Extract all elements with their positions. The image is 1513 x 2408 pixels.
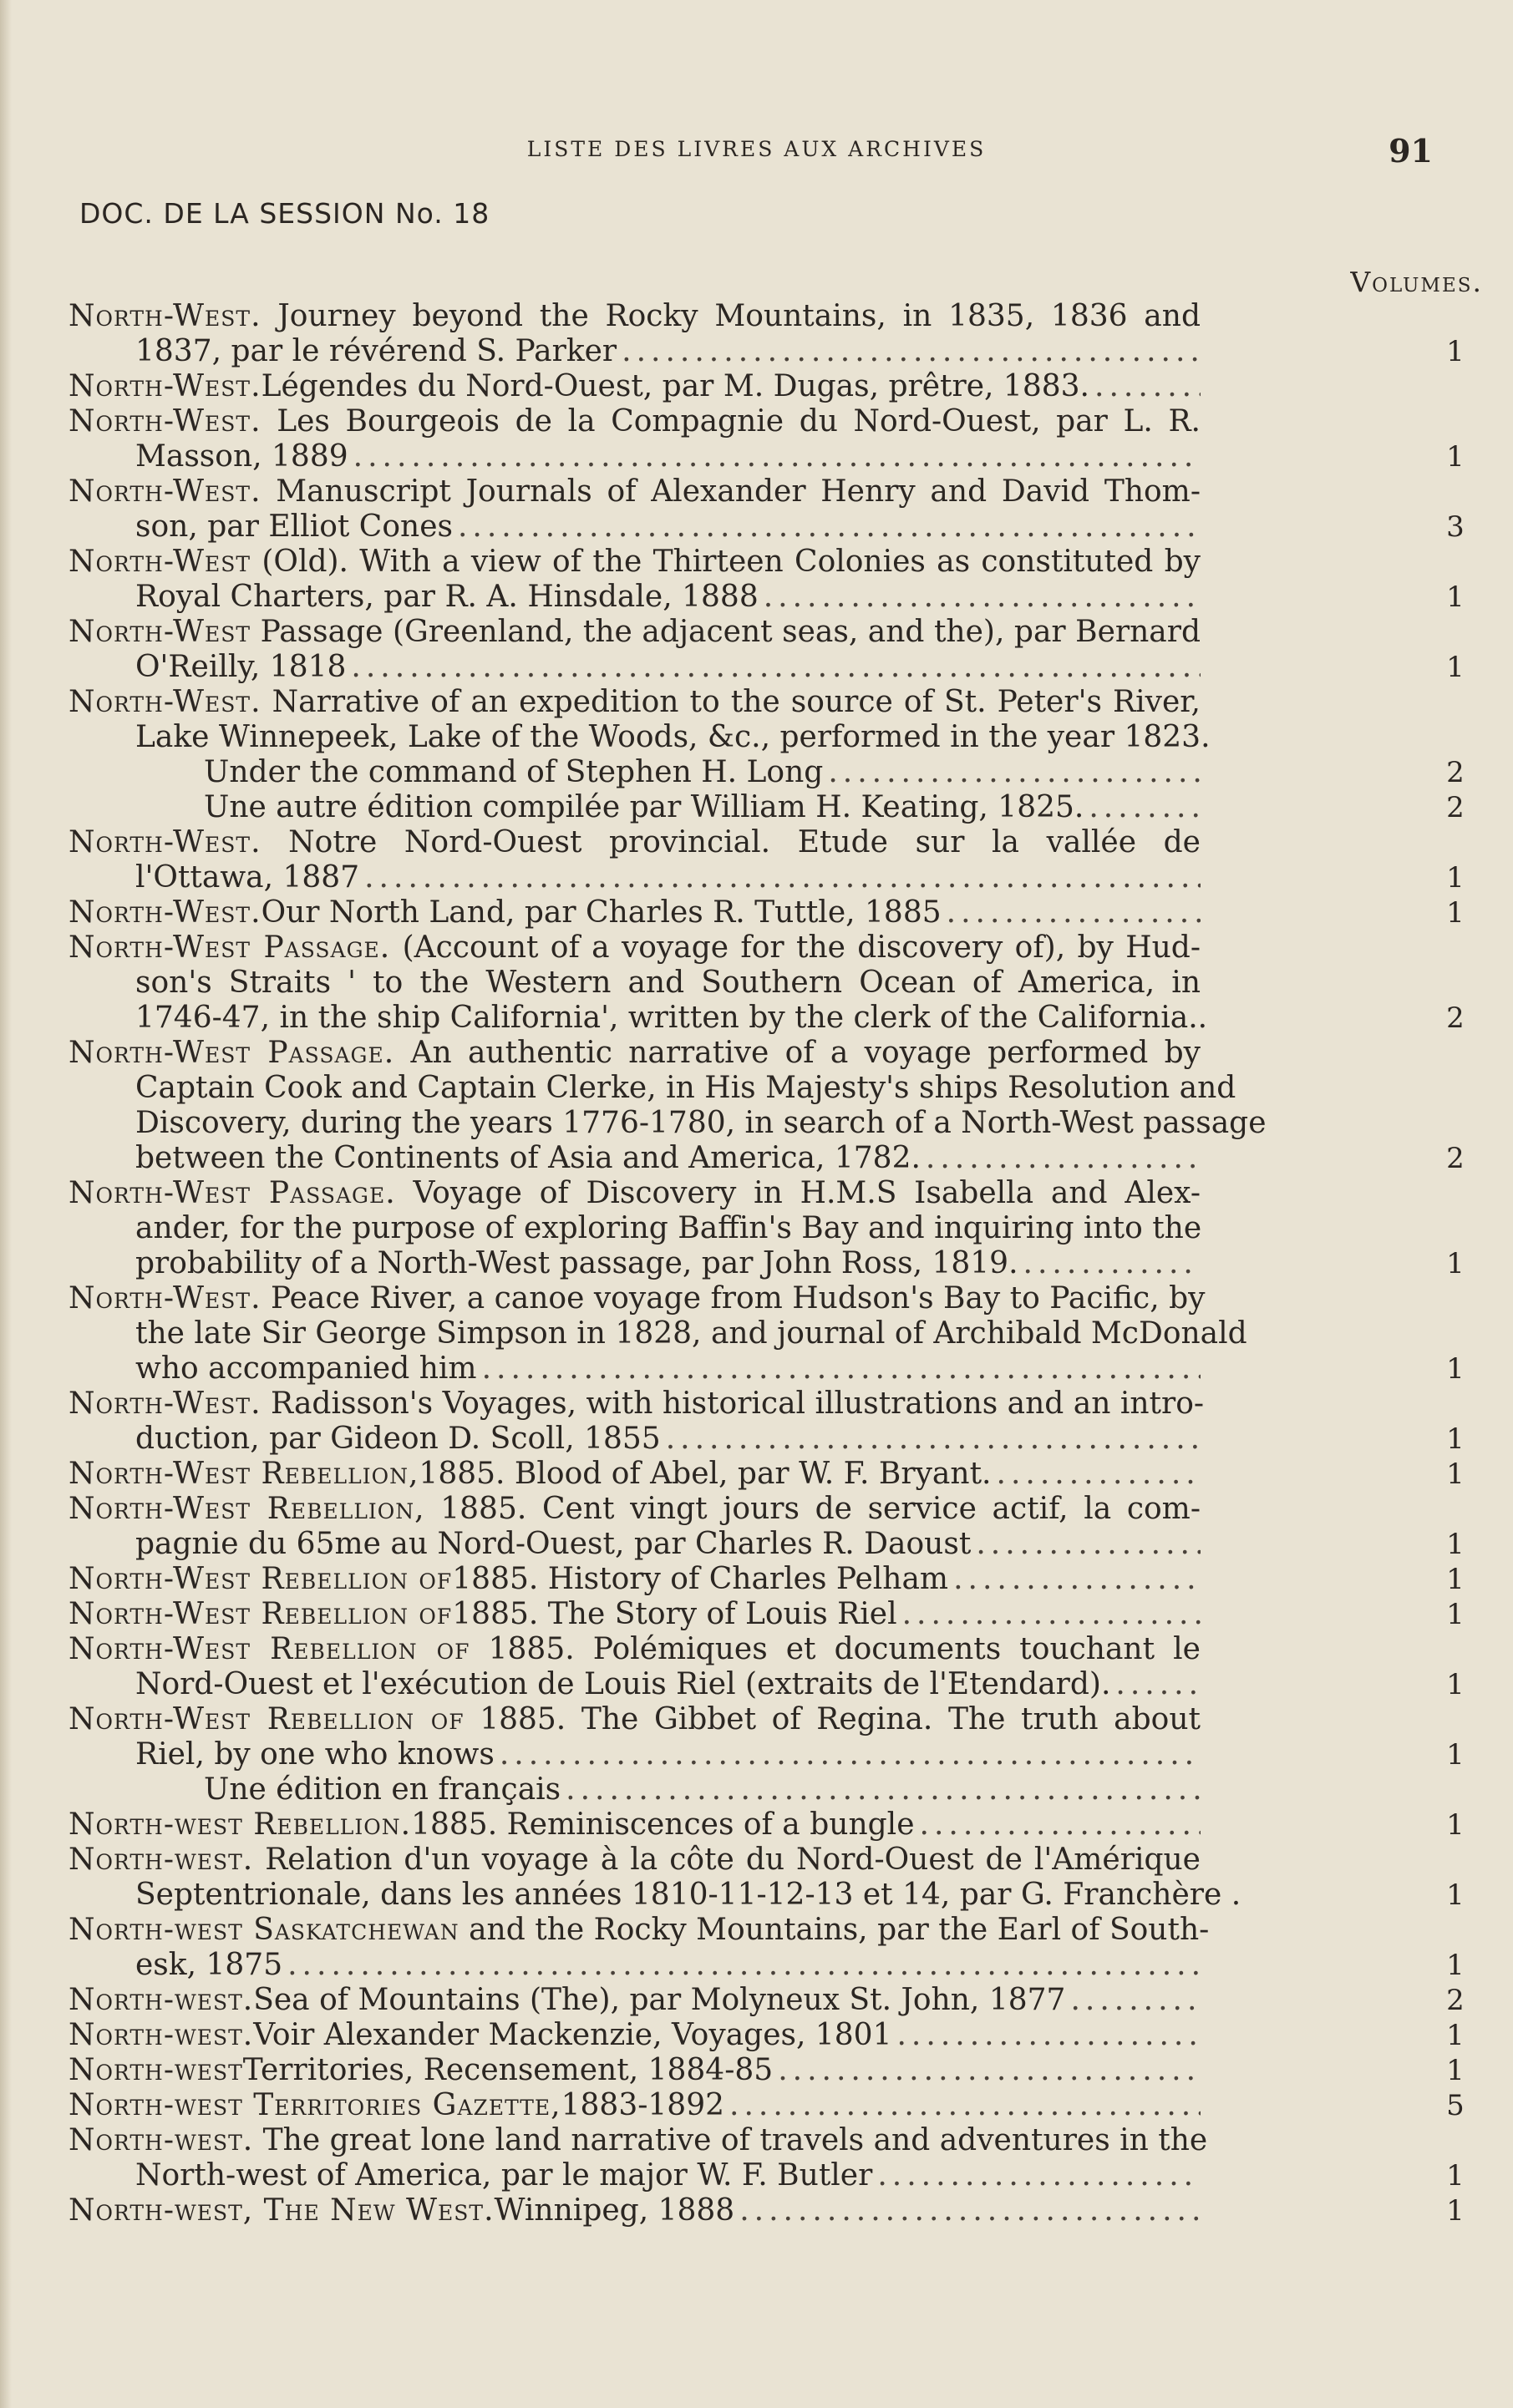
entry-line xyxy=(69,1176,1201,1211)
entry-heading: North-west, The New West. xyxy=(69,2193,495,2228)
entry-text: Captain Cook and Captain Clerke, in His Majesty's ships Resolution and xyxy=(135,1071,1236,1105)
entry-text: The great lone land narrative of travels and adventures in the xyxy=(262,2123,1208,2157)
dot-leader xyxy=(622,334,1201,369)
entry-line xyxy=(69,685,1201,720)
dot-leader xyxy=(920,1807,1201,1843)
entry-line xyxy=(69,966,1201,1001)
entry-line xyxy=(69,930,1201,966)
dot-leader xyxy=(1070,1983,1201,2018)
entry-heading: North-West xyxy=(69,615,251,649)
entry-heading: North-West Rebellion of xyxy=(69,1632,470,1666)
dot-leader xyxy=(566,1772,1201,1807)
entry-line xyxy=(69,615,1201,650)
list-item xyxy=(69,1492,1480,1562)
list-item xyxy=(69,1843,1480,1913)
entry-line xyxy=(69,1457,1201,1492)
entry-text: Masson, 1889 xyxy=(135,439,348,474)
entry-heading: North-West. xyxy=(69,404,261,439)
volume-count: 1 xyxy=(1446,580,1465,614)
dot-leader xyxy=(953,1562,1201,1597)
entry-heading: North-West Rebellion, xyxy=(69,1457,419,1491)
dot-leader xyxy=(729,2088,1201,2123)
dot-leader xyxy=(976,1527,1201,1562)
dot-leader xyxy=(458,509,1201,545)
entry-heading: North-West. xyxy=(69,299,261,333)
volume-count: 1 xyxy=(1446,335,1465,368)
entry-line xyxy=(69,1843,1201,1878)
entry-heading: North-West Passage. xyxy=(69,1036,395,1070)
entry-line xyxy=(69,2123,1208,2158)
entry-text: 1885. Reminiscences of a bungle xyxy=(411,1807,915,1842)
entry-heading: North-west Saskatchewan xyxy=(69,1913,459,1947)
entry-line xyxy=(69,1948,1201,1983)
entry-text: Discovery, during the years 1776-1780, in search of a North-West passage xyxy=(135,1106,1267,1140)
volume-count: 1 xyxy=(1446,896,1465,930)
entry-heading: North-west. xyxy=(69,1983,254,2017)
entry-line xyxy=(69,334,1201,369)
entry-text: who accompanied him xyxy=(135,1351,477,1386)
entry-heading: North-West. xyxy=(69,1281,261,1316)
list-item xyxy=(69,2088,1480,2123)
volume-count: 1 xyxy=(1446,1247,1465,1280)
list-item xyxy=(69,1457,1480,1492)
entry-text: pagnie du 65me au Nord-Ouest, par Charles R. Daoust xyxy=(135,1527,972,1561)
volume-count: 3 xyxy=(1446,510,1465,544)
list-item xyxy=(69,1983,1480,2018)
volume-count: 1 xyxy=(1446,651,1465,684)
list-item xyxy=(69,545,1480,615)
list-item xyxy=(69,685,1480,825)
list-item xyxy=(69,2123,1480,2193)
entry-text: 1885. Polémiques et documents touchant le xyxy=(488,1632,1201,1666)
running-head: LISTE DES LIVRES AUX ARCHIVES xyxy=(526,137,987,161)
entry-line xyxy=(69,1316,1247,1351)
list-item xyxy=(69,1387,1480,1457)
entry-line xyxy=(69,509,1201,545)
entry-line xyxy=(69,1913,1210,1948)
list-item xyxy=(69,1562,1480,1597)
entry-line xyxy=(69,2088,1201,2123)
entry-text: (Old). With a view of the Thirteen Colonies as constituted by xyxy=(261,545,1201,579)
entry-line xyxy=(69,1562,1201,1597)
entry-text: 1885. The Story of Louis Riel xyxy=(452,1597,897,1631)
list-item xyxy=(69,299,1480,369)
volume-count: 2 xyxy=(1446,1142,1465,1175)
entry-text: 1746-47, in the ship California', written by the clerk of the California.. xyxy=(135,1001,1208,1035)
list-item xyxy=(69,615,1480,685)
volume-count: 1 xyxy=(1446,1949,1465,1982)
dot-leader xyxy=(902,1597,1201,1632)
entry-text: Notre Nord-Ouest provincial. Etude sur la vallée de xyxy=(288,825,1201,859)
dot-leader xyxy=(1089,790,1201,825)
entry-text: Winnipeg, 1888 xyxy=(494,2193,735,2228)
dot-leader xyxy=(877,2158,1201,2193)
volume-count: 1 xyxy=(1446,2054,1465,2087)
volume-count: 2 xyxy=(1446,1984,1465,2017)
entry-text: Journey beyond the Rocky Mountains, in 1835, 1836 and xyxy=(277,299,1201,333)
list-item xyxy=(69,1176,1480,1281)
entry-text: duction, par Gideon D. Scoll, 1855 xyxy=(135,1422,661,1456)
entry-heading: North-West. xyxy=(69,1387,261,1421)
entry-heading: North-West. xyxy=(69,825,261,859)
entry-heading: North-West Passage. xyxy=(69,1176,396,1210)
dot-leader xyxy=(739,2193,1201,2228)
entry-line xyxy=(69,1527,1201,1562)
entry-text: Les Bourgeois de la Compagnie du Nord-Ouest, par L. R. xyxy=(277,404,1201,439)
entry-line xyxy=(69,1597,1201,1632)
dot-leader xyxy=(482,1351,1201,1387)
volume-count: 1 xyxy=(1446,440,1465,474)
entry-line xyxy=(69,1281,1206,1316)
entry-line xyxy=(69,1737,1201,1772)
volume-count: 5 xyxy=(1446,2089,1465,2122)
entry-heading: North-west. xyxy=(69,2123,254,2157)
entry-text: Passage (Greenland, the adjacent seas, and the), par Bernard xyxy=(260,615,1201,649)
page-number: 91 xyxy=(1389,132,1433,170)
entry-text: Radisson's Voyages, with historical illustrations and an intro- xyxy=(271,1387,1205,1421)
dot-leader xyxy=(364,860,1201,895)
dot-leader xyxy=(947,895,1201,930)
volume-count: 1 xyxy=(1446,1563,1465,1596)
entry-line xyxy=(69,580,1201,615)
entry-line xyxy=(69,650,1201,685)
entry-line xyxy=(69,1702,1201,1737)
volume-count: 1 xyxy=(1446,1878,1465,1912)
list-item xyxy=(69,2018,1480,2053)
entry-text: Une autre édition compilée par William H. Keating, 1825. xyxy=(204,790,1084,824)
entry-line xyxy=(69,1211,1201,1246)
dot-leader xyxy=(353,439,1201,474)
entry-text: 1883-1892 xyxy=(561,2088,725,2122)
entry-text: between the Continents of Asia and America, 1782. xyxy=(135,1141,921,1175)
entry-line xyxy=(69,1492,1201,1527)
list-item xyxy=(69,1913,1480,1983)
entry-line xyxy=(69,439,1201,474)
entry-heading: North-west Territories Gazette, xyxy=(69,2088,561,2122)
entry-line xyxy=(69,860,1201,895)
entry-text: 1885. Cent vingt jours de service actif, la com- xyxy=(440,1492,1201,1526)
volume-count: 1 xyxy=(1446,1808,1465,1842)
entry-text: Nord-Ouest et l'exécution de Louis Riel (extraits de l'Etendard). xyxy=(135,1667,1111,1701)
entry-line xyxy=(69,755,1201,790)
entry-text: Voir Alexander Mackenzie, Voyages, 1801 xyxy=(253,2018,892,2052)
volume-count: 1 xyxy=(1446,1352,1465,1386)
page-edge xyxy=(0,0,12,2408)
entry-heading: North-West Rebellion of xyxy=(69,1562,453,1596)
list-item xyxy=(69,1632,1480,1702)
dot-leader xyxy=(287,1948,1201,1983)
entry-text: Narrative of an expedition to the source of St. Peter's River, xyxy=(272,685,1201,719)
entry-text: An authentic narrative of a voyage performed by xyxy=(410,1036,1201,1070)
entry-text: ander, for the purpose of exploring Baffin's Bay and inquiring into the xyxy=(135,1211,1202,1245)
list-item xyxy=(69,369,1480,404)
entry-line xyxy=(69,1632,1201,1667)
entry-text: Légendes du Nord-Ouest, par M. Dugas, prêtre, 1883. xyxy=(261,369,1089,403)
entry-text: Sea of Mountains (The), par Molyneux St. John, 1877 xyxy=(253,1983,1066,2017)
list-item xyxy=(69,1597,1480,1632)
volume-count: 1 xyxy=(1446,2194,1465,2228)
entry-line xyxy=(69,825,1201,860)
entry-text: Une édition en français xyxy=(204,1772,561,1807)
entry-line xyxy=(69,2193,1201,2228)
entry-heading: North-West. xyxy=(69,685,261,719)
dot-leader xyxy=(828,755,1201,790)
entry-text: son's Straits ' to the Western and Southern Ocean of America, in xyxy=(135,966,1201,1000)
entry-text: 1837, par le révérend S. Parker xyxy=(135,334,617,368)
entry-text: North-west of America, par le major W. F. Butler xyxy=(135,2158,873,2193)
entry-text: the late Sir George Simpson in 1828, and journal of Archibald McDonald xyxy=(135,1316,1247,1351)
volume-count: 1 xyxy=(1446,2159,1465,2193)
entry-heading: North-West. xyxy=(69,369,261,403)
entry-heading: North-West Passage. xyxy=(69,930,391,965)
entry-text: son, par Elliot Cones xyxy=(135,509,453,544)
entry-line xyxy=(69,1878,1241,1913)
volume-count: 2 xyxy=(1446,1001,1465,1035)
entry-list xyxy=(69,299,1480,2228)
entry-line xyxy=(69,474,1201,509)
entry-text: esk, 1875 xyxy=(135,1948,283,1982)
entry-heading: North-West Rebellion of xyxy=(69,1702,465,1736)
list-item xyxy=(69,1281,1480,1387)
entry-text: 1885. Blood of Abel, par W. F. Bryant. xyxy=(419,1457,992,1491)
volume-count: 1 xyxy=(1446,1528,1465,1561)
entry-text: Manuscript Journals of Alexander Henry and David Thom- xyxy=(276,474,1201,509)
dot-leader xyxy=(1023,1246,1201,1281)
entry-line xyxy=(69,1983,1201,2018)
volume-count: 2 xyxy=(1446,756,1465,789)
entry-line xyxy=(69,1387,1205,1422)
volume-count: 1 xyxy=(1446,1738,1465,1772)
dot-leader xyxy=(997,1457,1201,1492)
entry-heading: North-west Rebellion. xyxy=(69,1807,412,1842)
entry-text: Lake Winnepeek, Lake of the Woods, &c., performed in the year 1823. xyxy=(135,720,1211,754)
entry-text: Septentrionale, dans les années 1810-11-12-13 et 14, par G. Franchère . xyxy=(135,1878,1241,1912)
entry-heading: North-West xyxy=(69,545,251,579)
doc-session-label: DOC. DE LA SESSION No. 18 xyxy=(79,197,490,230)
volume-count: 2 xyxy=(1446,791,1465,824)
entry-line xyxy=(69,790,1201,825)
entry-text: Our North Land, par Charles R. Tuttle, 1885 xyxy=(261,895,942,930)
entry-heading: North-West. xyxy=(69,895,261,930)
entry-text: Under the command of Stephen H. Long xyxy=(204,755,824,789)
entry-text: Riel, by one who knows xyxy=(135,1737,495,1772)
entry-line xyxy=(69,1001,1208,1036)
entry-heading: North-West Rebellion, xyxy=(69,1492,425,1526)
volume-count: 1 xyxy=(1446,1457,1465,1491)
entry-heading: North-west. xyxy=(69,2018,254,2052)
entry-line xyxy=(69,1141,1201,1176)
list-item xyxy=(69,2053,1480,2088)
entry-line xyxy=(69,1036,1201,1071)
list-item xyxy=(69,1036,1480,1176)
dot-leader xyxy=(666,1422,1201,1457)
entry-text: l'Ottawa, 1887 xyxy=(135,860,360,895)
entry-line xyxy=(69,404,1201,439)
entry-heading: North-West. xyxy=(69,474,261,509)
entry-text: Territories, Recensement, 1884-85 xyxy=(242,2053,774,2087)
entry-line xyxy=(69,2158,1201,2193)
entry-line xyxy=(69,299,1201,334)
list-item xyxy=(69,1807,1480,1843)
entry-line xyxy=(69,369,1201,404)
entry-line xyxy=(69,1071,1236,1106)
volume-count: 1 xyxy=(1446,1668,1465,1701)
entry-text: (Account of a voyage for the discovery of), by Hud- xyxy=(402,930,1201,965)
entry-line xyxy=(69,2053,1201,2088)
entry-line xyxy=(69,1106,1267,1141)
entry-text: and the Rocky Mountains, par the Earl of South- xyxy=(469,1913,1210,1947)
entry-line xyxy=(69,1422,1201,1457)
list-item xyxy=(69,825,1480,895)
entry-line xyxy=(69,1772,1201,1807)
dot-leader xyxy=(764,580,1201,615)
volume-count: 1 xyxy=(1446,861,1465,895)
entry-line xyxy=(69,1246,1201,1281)
entry-line xyxy=(69,1351,1201,1387)
entry-line xyxy=(69,545,1201,580)
entry-text: Peace River, a canoe voyage from Hudson's Bay to Pacific, by xyxy=(271,1281,1206,1316)
list-item xyxy=(69,930,1480,1036)
dot-leader xyxy=(926,1141,1201,1176)
dot-leader xyxy=(1094,369,1201,404)
entry-line xyxy=(69,2018,1201,2053)
entry-text: 1885. History of Charles Pelham xyxy=(452,1562,949,1596)
entry-text: probability of a North-West passage, par John Ross, 1819. xyxy=(135,1246,1018,1280)
entry-line xyxy=(69,895,1201,930)
entry-heading: North-West Rebellion of xyxy=(69,1597,453,1631)
entry-text: Relation d'un voyage à la côte du Nord-Ouest de l'Amérique xyxy=(265,1843,1201,1877)
entry-line xyxy=(69,1807,1201,1843)
dot-leader xyxy=(778,2053,1201,2088)
volume-count: 1 xyxy=(1446,1422,1465,1456)
entry-line xyxy=(69,1667,1201,1702)
volumes-column-header: Volumes. xyxy=(1350,266,1483,298)
entry-line xyxy=(69,720,1211,755)
entry-text: 1885. The Gibbet of Regina. The truth about xyxy=(480,1702,1201,1736)
dot-leader xyxy=(351,650,1201,685)
list-item xyxy=(69,474,1480,545)
entry-heading: North-west xyxy=(69,2053,243,2087)
list-item xyxy=(69,895,1480,930)
list-item xyxy=(69,404,1480,474)
entry-text: O'Reilly, 1818 xyxy=(135,650,347,684)
volume-count: 1 xyxy=(1446,2019,1465,2052)
dot-leader xyxy=(1115,1667,1201,1702)
list-item xyxy=(69,1702,1480,1807)
entry-text: Voyage of Discovery in H.M.S Isabella and Alex- xyxy=(413,1176,1201,1210)
volume-count: 1 xyxy=(1446,1598,1465,1631)
dot-leader xyxy=(500,1737,1201,1772)
list-item xyxy=(69,2193,1480,2228)
dot-leader xyxy=(896,2018,1201,2053)
entry-heading: North-west. xyxy=(69,1843,254,1877)
entry-text: Royal Charters, par R. A. Hinsdale, 1888 xyxy=(135,580,759,614)
